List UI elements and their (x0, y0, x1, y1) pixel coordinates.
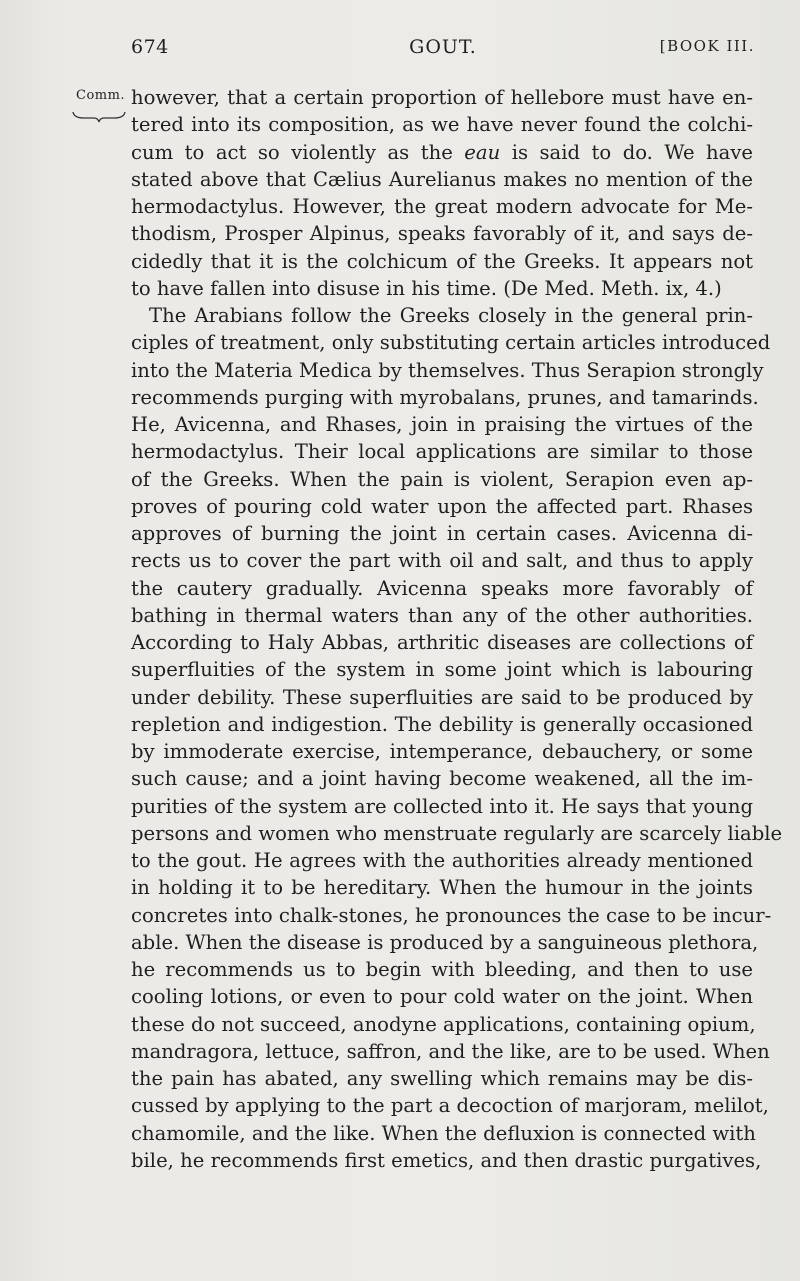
text-line: bathing in thermal waters than any of the other authorities. (131, 603, 753, 627)
text-line: mandragora, lettuce, saffron, and the like, are to be used. When (131, 1039, 770, 1063)
page-number: 674 (131, 36, 169, 58)
text-line: The Arabians follow the Greeks closely in the general prin- (149, 304, 753, 327)
page-header (131, 36, 755, 66)
text-line: cooling lotions, or even to pour cold water on the joint. When (131, 985, 753, 1009)
text-line: He, Avicenna, and Rhases, join in praising the virtues of the (131, 413, 753, 436)
text-line: thodism, Prosper Alpinus, speaks favorably of it, and says de- (131, 222, 753, 246)
text-line: bile, he recommends first emetics, and then drastic purgatives, (131, 1148, 762, 1172)
text-line: cum to act so violently as the eau is said to do. We have (131, 140, 753, 164)
text-line: chamomile, and the like. When the defluxion is connected with (131, 1121, 756, 1145)
text-line: cidedly that it is the colchicum of the Greeks. It appears not (131, 249, 753, 273)
text-line: proves of pouring cold water upon the affected part. Rhases (131, 494, 753, 518)
text-line: the pain has abated, any swelling which remains may be dis- (131, 1067, 753, 1090)
text-line: of the Greeks. When the pain is violent, Serapion even ap- (131, 467, 753, 491)
text-line: superfluities of the system in some joint which is labouring (131, 658, 753, 682)
text-line: by immoderate exercise, intemperance, debauchery, or some (131, 740, 753, 763)
margin-note: Comm. (76, 88, 126, 103)
text-line: tered into its composition, as we have never found the colchi- (131, 113, 753, 137)
text-line: repletion and indigestion. The debility is generally occasioned (131, 712, 753, 736)
text-line: stated above that Cælius Aurelianus makes no mention of the (131, 167, 753, 191)
text-line: ciples of treatment, only substituting certain articles introduced (131, 331, 771, 355)
text-line: to have fallen into disuse in his time. (De Med. Meth. ix, 4.) (131, 276, 722, 300)
margin-brace-icon (72, 110, 126, 124)
text-line: purities of the system are collected into it. He says that young (131, 794, 753, 818)
text-line: hermodactylus. Their local applications are similar to those (131, 440, 753, 464)
running-title: GOUT. (409, 36, 477, 58)
text-line: in holding it to be hereditary. When the humour in the joints (131, 876, 753, 900)
text-line: under debility. These superfluities are said to be produced by (131, 685, 753, 709)
text-line: however, that a certain proportion of hellebore must have en- (131, 86, 753, 109)
text-line: such cause; and a joint having become weakened, all the im- (131, 767, 753, 791)
text-line: into the Materia Medica by themselves. Thus Serapion strongly (131, 358, 764, 382)
text-line: approves of burning the joint in certain cases. Avicenna di- (131, 522, 753, 545)
text-line: rects us to cover the part with oil and salt, and thus to apply (131, 549, 753, 573)
text-line: these do not succeed, anodyne applications, containing opium, (131, 1012, 756, 1036)
text-line: hermodactylus. However, the great modern advocate for Me- (131, 195, 753, 218)
text-line: to the gout. He agrees with the authorities already mentioned (131, 849, 753, 872)
text-line: the cautery gradually. Avicenna speaks more favorably of (131, 576, 753, 600)
text-line: able. When the disease is produced by a sanguineous plethora, (131, 930, 759, 954)
book-label: [BOOK III. (659, 37, 755, 55)
body-text (131, 84, 783, 1174)
text-line: he recommends us to begin with bleeding, and then to use (131, 958, 753, 981)
text-line: persons and women who menstruate regularly are scarcely liable (131, 821, 783, 845)
text-line: recommends purging with myrobalans, prunes, and tamarinds. (131, 385, 759, 409)
text-line: According to Haly Abbas, arthritic diseases are collections of (131, 631, 753, 654)
text-line: cussed by applying to the part a decoction of marjoram, melilot, (131, 1094, 769, 1118)
text-line: concretes into chalk-stones, he pronounces the case to be incur- (131, 903, 772, 927)
